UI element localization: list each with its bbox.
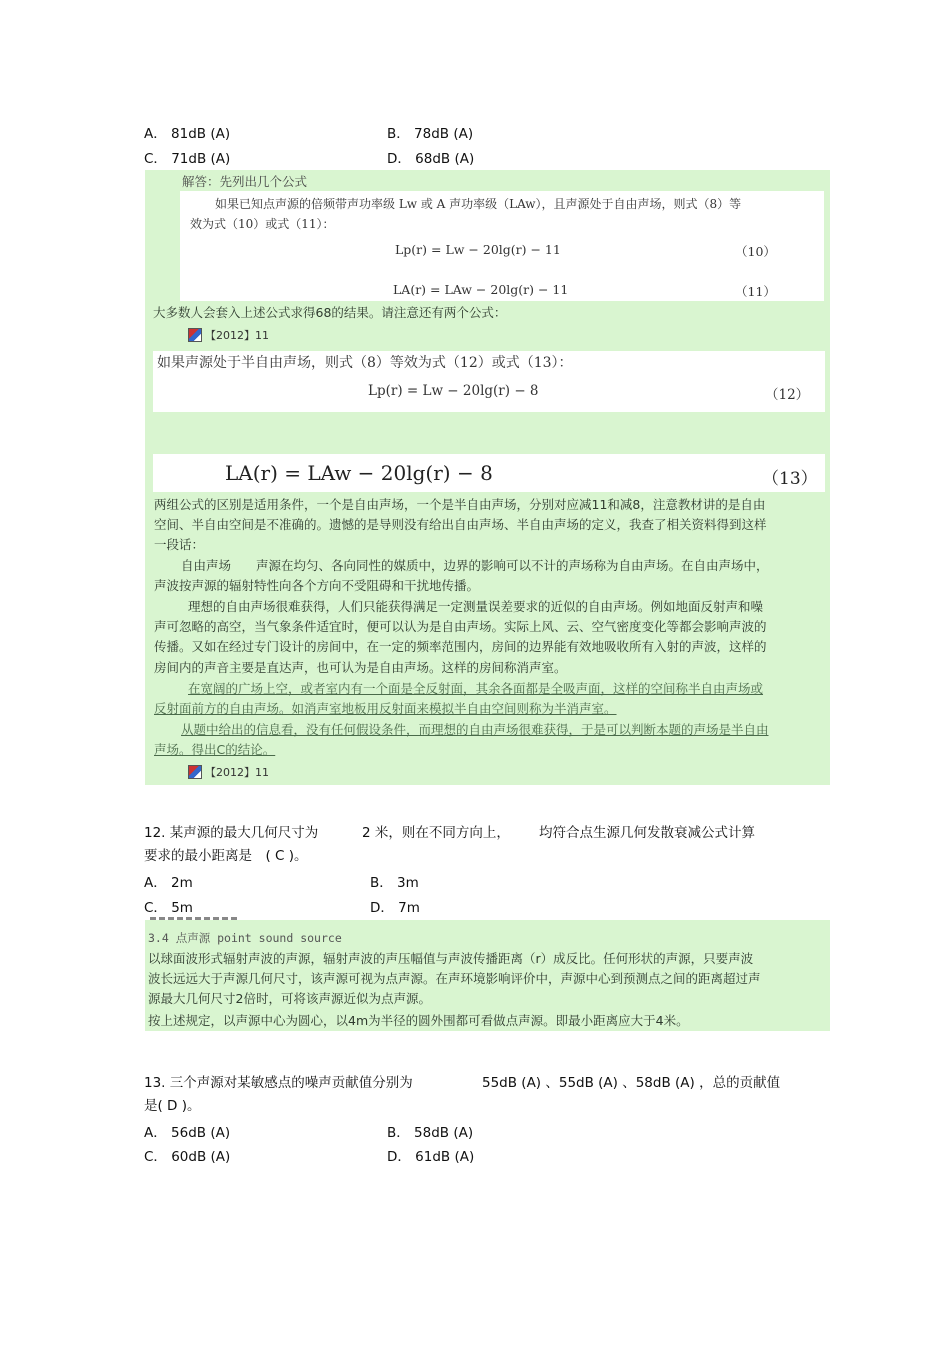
q12-option-b: B． 3m <box>370 875 419 891</box>
definition-title: 3.4 点声源 point sound source <box>148 931 342 945</box>
q12-option-d: D． 7m <box>370 900 420 916</box>
q12-text-part3: 均符合点生源几何发散衰减公式计算 <box>539 825 755 841</box>
q11-option-a: A． 81dB (A) <box>144 126 231 142</box>
q11-option-c: C． 71dB (A) <box>144 151 231 167</box>
image-tag-label: 【2012】11 <box>205 329 269 342</box>
para1-line3: 一段话： <box>154 537 205 552</box>
image-tag-label: 【2012】11 <box>205 766 269 779</box>
broken-image-icon <box>188 765 202 779</box>
para4-line1: 在宽阔的广场上空，或者室内有一个面是全反射面，其余各面都是全吸声面，这样的空间称半自由声场或 <box>188 681 764 696</box>
q13-option-c: C． 60dB (A) <box>144 1149 231 1165</box>
para4-line2: 反射面前方的自由声场。如消声室地板用反射面来模拟半自由空间则称为半消声室。 <box>154 701 617 716</box>
q12-text-line2: 要求的最小距离是 ( C )。 <box>144 848 308 864</box>
para2-line1: 自由声场 声源在均匀、各向同性的媒质中，边界的影响可以不计的声场称为自由声场。在自由声场中， <box>181 558 769 573</box>
excerpt-intro-line1: 如果已知点声源的倍频带声功率级 Lw 或 A 声功率级（LAw），且声源处于自由声场，则式（8）等 <box>215 197 742 211</box>
q12-option-c: C． 5m <box>144 900 193 916</box>
image-tag-1 <box>188 327 269 343</box>
para2-line2: 声波按声源的辐射特性向各个方向不受阻碍和干扰地传播。 <box>154 578 480 593</box>
para1-line2: 空间、半自由空间是不准确的。遗憾的是导则没有给出自由声场、半自由声场的定义，我查了相关资料得到这样 <box>154 517 767 532</box>
formula-12: Lp(r) = Lw − 20lg(r) − 8 <box>368 383 539 399</box>
formula-11: LA(r) = LAw − 20lg(r) − 11 <box>393 282 569 297</box>
answer-heading: 解答：先列出几个公式 <box>182 174 308 189</box>
para5-line2: 声场。得出C的结论。 <box>154 742 276 757</box>
q13-text-line2: 是( D )。 <box>144 1098 201 1114</box>
q11-option-b: B． 78dB (A) <box>387 126 474 142</box>
para3-line1: 理想的自由声场很难获得，人们只能获得满足一定测量误差要求的近似的自由声场。例如地面反射声和噪 <box>188 599 764 614</box>
image-tag-2 <box>188 764 269 780</box>
q12-text-part1: 12. 某声源的最大几何尺寸为 <box>144 825 319 841</box>
q13-text-part2: 55dB (A) 、55dB (A) 、58dB (A) ，总的贡献值 <box>482 1075 781 1091</box>
cropped-text-fragment <box>150 912 240 920</box>
q12-text-part2: 2 米，则在不同方向上， <box>362 825 510 841</box>
formula-13: LA(r) = LAw − 20lg(r) − 8 <box>225 461 493 485</box>
q13-option-a: A． 56dB (A) <box>144 1125 231 1141</box>
para3-line4: 房间内的声音主要是直达声，也可认为是自由声场。这样的房间称消声室。 <box>154 660 567 675</box>
definition-line1: 以球面波形式辐射声波的声源，辐射声波的声压幅值与声波传播距离（r）成反比。任何形状的声源，只要声波 <box>148 951 754 966</box>
q13-option-b: B． 58dB (A) <box>387 1125 474 1141</box>
definition-line2: 波长远远大于声源几何尺寸，该声源可视为点声源。在声环境影响评价中，声源中心到预测点之间的距离超过声 <box>148 971 761 986</box>
para1-line1: 两组公式的区别是适用条件，一个是自由声场，一个是半自由声场，分别对应减11和减8，注意教材讲的是自由 <box>154 497 766 512</box>
answer-note: 大多数人会套入上述公式求得68的结果。请注意还有两个公式： <box>153 305 507 320</box>
conclusion-line: 按上述规定，以声源中心为圆心，以4m为半径的圆外围都可看做点声源。即最小距离应大于4米。 <box>148 1013 689 1028</box>
para3-line3: 传播。又如在经过专门设计的房间中，在一定的频率范围内，房间的边界能有效地吸收所有入射的声波，这样的 <box>154 639 767 654</box>
broken-image-icon <box>188 328 202 342</box>
definition-line3: 源最大几何尺寸2倍时，可将该声源近似为点声源。 <box>148 991 431 1006</box>
q11-option-d: D． 68dB (A) <box>387 151 475 167</box>
q12-option-a: A． 2m <box>144 875 193 891</box>
para3-line2: 声可忽略的高空，当气象条件适宜时，便可以认为是自由声场。实际上风、云、空气密度变化等都会影响声波的 <box>154 619 767 634</box>
q13-text-part1: 13. 三个声源对某敏感点的噪声贡献值分别为 <box>144 1075 413 1091</box>
para5-line1: 从题中给出的信息看，没有任何假设条件，而理想的自由声场很难获得，于是可以判断本题的声场是半自由 <box>181 722 769 737</box>
excerpt-intro-line2: 效为式（10）或式（11）： <box>190 217 335 231</box>
formula-11-number: （11） <box>735 284 776 299</box>
formula-13-number: （13） <box>762 469 818 489</box>
formula-10-number: （10） <box>735 244 776 259</box>
q13-option-d: D． 61dB (A) <box>387 1149 475 1165</box>
formula-10: Lp(r) = Lw − 20lg(r) − 11 <box>395 242 561 257</box>
formula-12-number: （12） <box>765 387 810 403</box>
excerpt-semi-line: 如果声源处于半自由声场，则式（8）等效为式（12）或式（13）： <box>157 355 573 371</box>
